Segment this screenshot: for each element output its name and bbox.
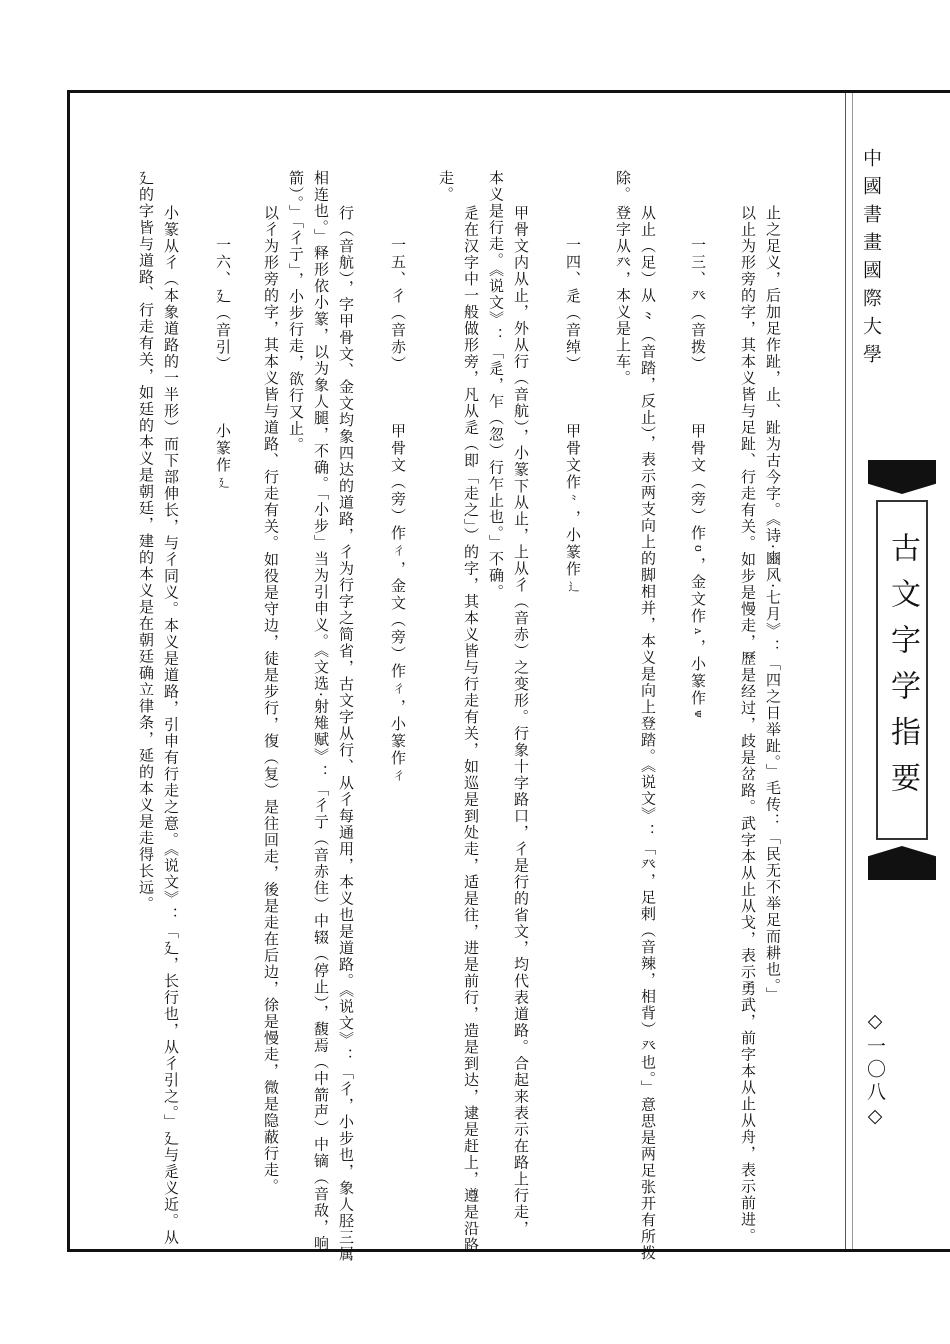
text-column: 行（音航），字甲骨文、金文均象四达的道路，彳为行字之简省，古文字从行、从彳每通用，本义也是道路。《说文》：「彳，小步也，象人胫三属 bbox=[337, 205, 355, 1263]
oracle-glyph: ⺀ bbox=[567, 494, 580, 507]
entry-heading: 一四、辵（音绰） bbox=[564, 237, 582, 373]
text-column: 本义是行走。《说文》：「辵，乍（忽）行乍止也。」不确。 bbox=[487, 170, 505, 601]
text-column: 以彳为形旁的字，其本义皆与道路、行走有关。如役是守边，徒是步行，復（复）是往回走，後是走在后边，徐是慢走，微是隐蔽行走。 bbox=[262, 205, 280, 1195]
entry-16 bbox=[213, 237, 234, 493]
text-column: 从止（足）从 ⺀（音踏，反止），表示两支向上的脚相并，本义是向上登踏。《说文》：「癶，足剌（音辣，相背）癶也。」意思是两足张开有所拨 bbox=[639, 205, 657, 1262]
text-column: 以止为形旁的字，其本义皆与足趾、行走有关。如步是慢走，歷是经过，歧是岔路。武字本从止从戈，表示勇武，前字本从止从舟，表示前进。 bbox=[739, 205, 757, 1245]
entry-forms: 甲骨文（旁）作 bbox=[389, 423, 407, 542]
seal-glyph: 彳 bbox=[392, 770, 405, 783]
page-frame bbox=[67, 90, 950, 1252]
series-title: 中國書畫國際大學 bbox=[860, 148, 882, 372]
text-column: 相连也。」释形依小篆，以为象人腿，不确。「小步」当为引申义。《文选·射雉赋》：「彳亍（音赤住）中辍（停止），馥焉（中箭声）中镝（音敌，响 bbox=[312, 170, 330, 1252]
text-column: 辵在汉字中一般做形旁，凡从辵（即「走之」）的字，其本义皆与行走有关，如巡是到处走，适是往，进是前行，造是到达，逮是赶上，遵是沿路 bbox=[462, 205, 480, 1254]
text-column: 廴的字皆与道路、行走有关，如廷的本义是朝廷，建的本义是在朝廷确立律条，延的本义是走得长远。 bbox=[137, 170, 155, 913]
cartouche-top-ornament bbox=[868, 460, 936, 494]
entry-heading: 一五、彳（音赤） bbox=[389, 237, 407, 373]
text-column: 箭）。」「彳亍」，小步行走，欲行又止。 bbox=[287, 170, 305, 454]
cartouche-bottom-ornament bbox=[868, 846, 936, 880]
oracle-glyph: ʊ bbox=[692, 545, 705, 554]
entry-heading: 一六、廴（音引） bbox=[214, 237, 232, 373]
book-title: 古文字学指要 bbox=[885, 532, 920, 808]
entry-forms: 甲骨文（旁）作 bbox=[689, 423, 707, 542]
entry-forms: 甲骨文作 bbox=[564, 423, 582, 491]
text-column: 走。 bbox=[437, 170, 455, 203]
entry-14: 一四、辵（音绰）甲骨文作⺀，小篆作⻌ bbox=[563, 237, 584, 597]
seal-glyph: 廴 bbox=[217, 477, 230, 490]
text-column: 除。 bbox=[614, 170, 632, 203]
text-column: 小篆从彳（本象道路的一半形）而下部伸长，与彳同义。本义是道路，引申有行走之意。《说文》：「廴，长行也，从彳引之。」廴与辵义近。从 bbox=[162, 205, 180, 1246]
text-column: 止之足义，后加足作趾，止、趾为古今字。《诗·豳风·七月》：「四之日举趾。」毛传：「民无不举足而耕也。」 bbox=[764, 205, 782, 1004]
entry-13: 一三、癶（音拨）甲骨文（旁）作ʊ，金文作ᴧ，小篆作ᴪ bbox=[688, 237, 709, 723]
text-column: 甲骨文内从止，外从行（音航），小篆下从止，上从彳（音赤）之变形。行象十字路口，彳是行的省文，均代表道路。合起来表示在路上行走， bbox=[512, 205, 530, 1237]
seal-glyph: ᴪ bbox=[692, 710, 705, 720]
entry-heading: 一三、癶（音拨） bbox=[689, 237, 707, 373]
margin-rule bbox=[845, 93, 846, 1249]
margin-rule-inner bbox=[852, 93, 853, 1249]
book-title-cartouche bbox=[868, 460, 936, 880]
bronze-glyph: 彳 bbox=[392, 683, 405, 696]
entry-15: 一五、彳（音赤）甲骨文（旁）作彳，金文（旁）作彳，小篆作彳 bbox=[388, 237, 409, 786]
book-title-panel bbox=[876, 500, 928, 840]
entry-forms: 小篆作 bbox=[214, 423, 232, 474]
text-column: 登字从癶，本义是上车。 bbox=[614, 205, 632, 387]
oracle-glyph: 彳 bbox=[392, 545, 405, 558]
bronze-glyph: ᴧ bbox=[692, 627, 705, 637]
page-number: ◇一〇八◇ bbox=[864, 1010, 886, 1131]
seal-glyph: ⻌ bbox=[567, 581, 580, 594]
